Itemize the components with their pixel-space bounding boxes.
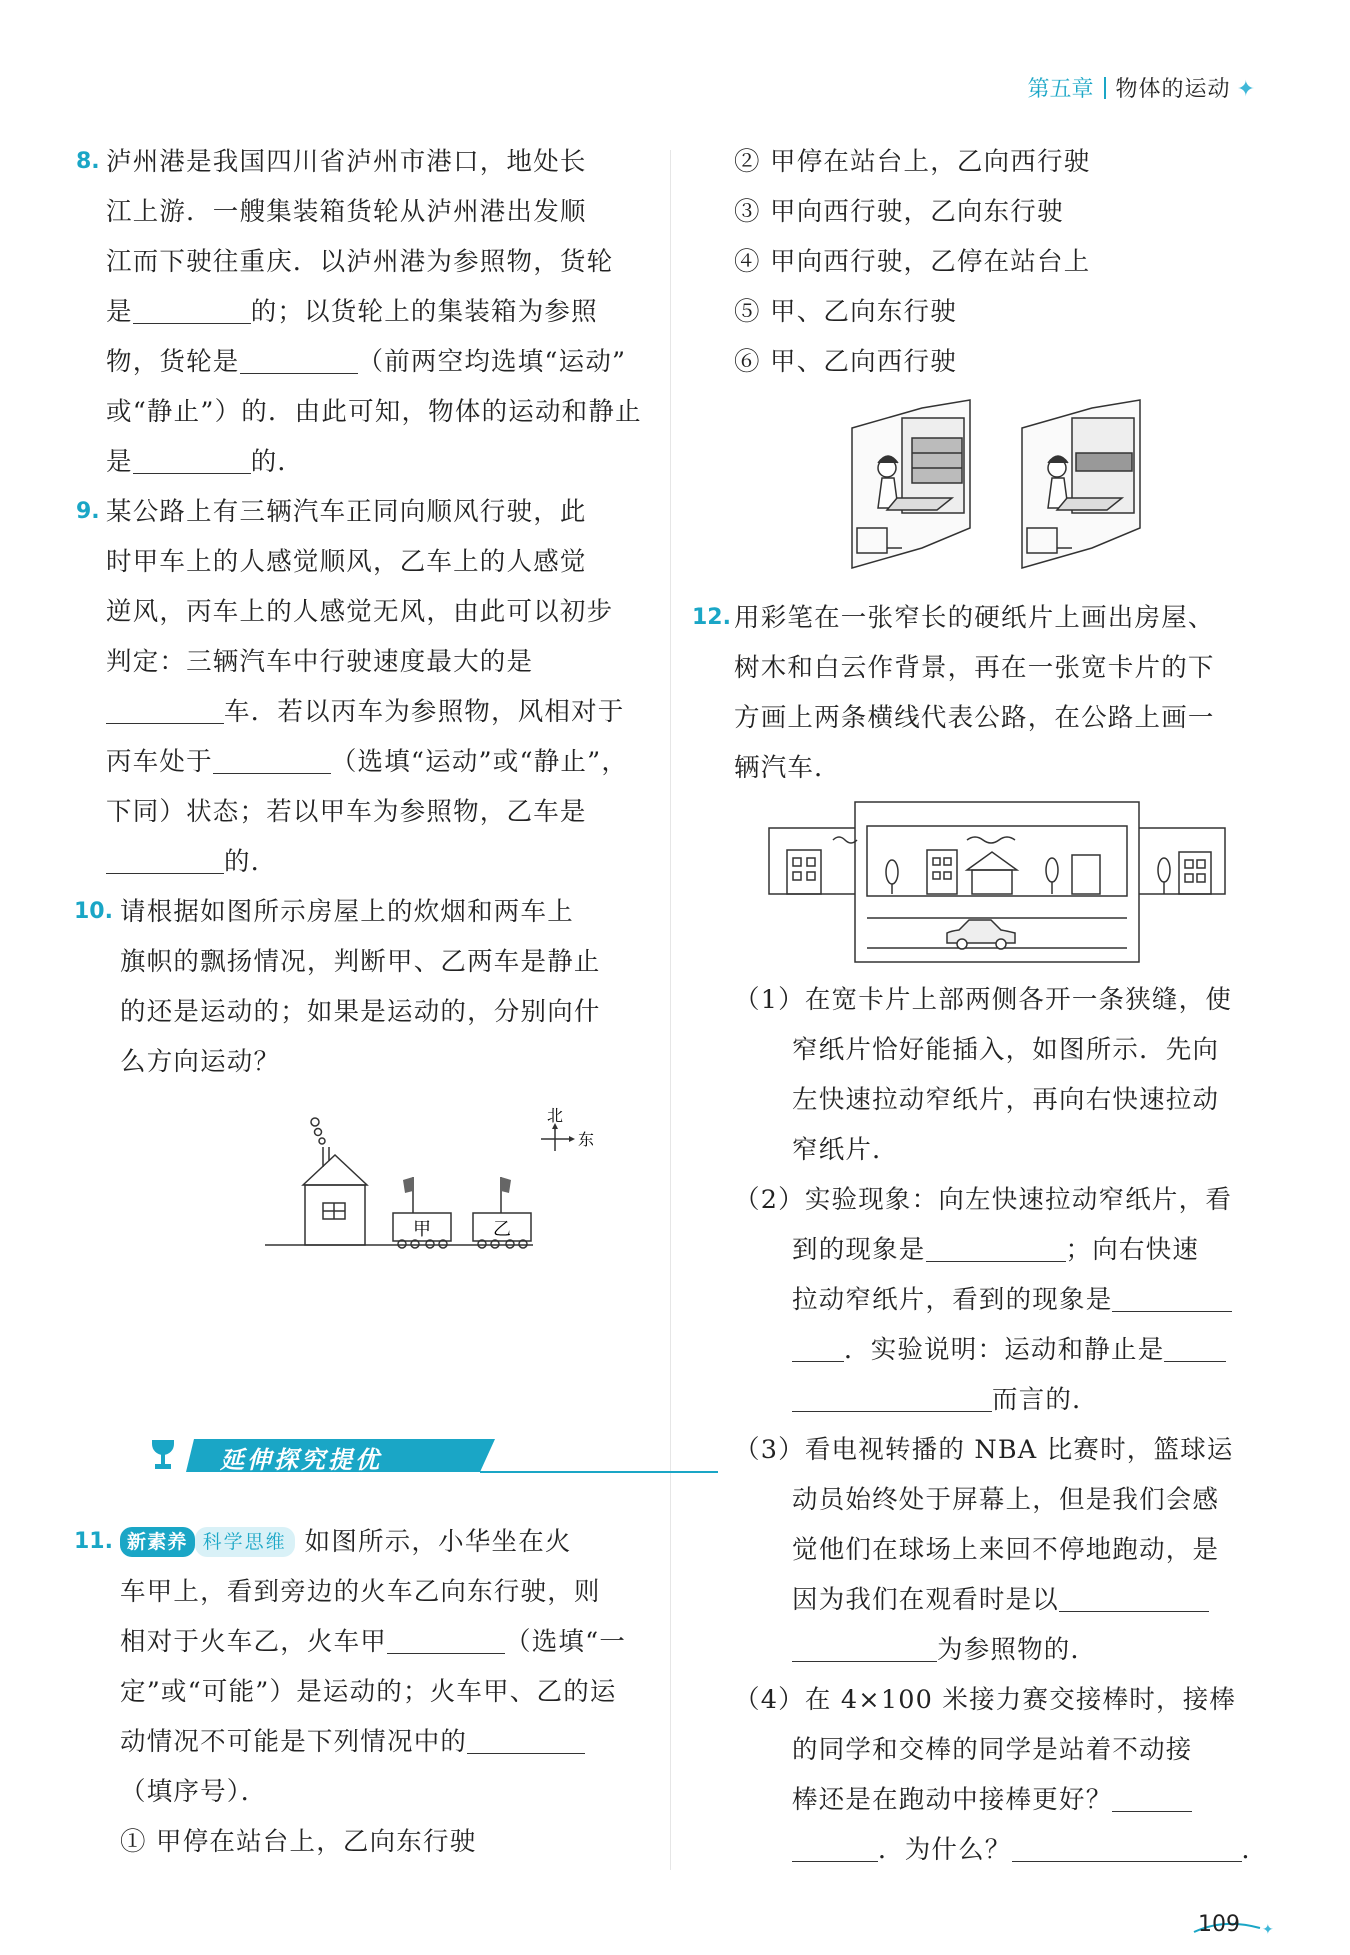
answer-blank[interactable] [1112, 1285, 1232, 1312]
q11-line-3: 相对于火车乙，火车甲 （选填“一 [120, 1627, 627, 1657]
train-window-figure [842, 398, 1152, 583]
house-roof [303, 1155, 367, 1185]
answer-blank[interactable] [792, 1835, 878, 1862]
q8-line-5: 物，货轮是 （前两空均选填“运动” [106, 347, 627, 377]
page-header [1028, 72, 1255, 103]
q12-p2-line: 拉动窄纸片，看到的现象是 [792, 1280, 1232, 1320]
house-and-cars-figure [265, 1105, 595, 1255]
q9-line-3: 逆风，丙车上的人感觉无风，由此可以初步 [106, 597, 614, 627]
chapter-label: 第五章 [1027, 77, 1094, 102]
answer-blank[interactable] [792, 1335, 844, 1362]
section-title: 延伸探究提优 [220, 1446, 382, 1474]
answer-blank[interactable] [106, 847, 224, 874]
q12-p2-line: ．实验说明：运动和静止是 [792, 1330, 1226, 1370]
q11-option: ① 甲停在站台上，乙向东行驶 [120, 1827, 477, 1857]
q9-line-5: 车．若以丙车为参照物，风相对于 [106, 692, 625, 732]
question-number: 9. [76, 499, 100, 524]
q9-line-1: 某公路上有三辆汽车正同向顺风行驶，此 [106, 497, 587, 527]
panel-left [852, 400, 970, 568]
car-label: 甲 [413, 1219, 431, 1240]
q12-line-1: 用彩笔在一张窄长的硬纸片上画出房屋、 [734, 603, 1215, 633]
q11-line-1: 新素养 科学思维 如图所示，小华坐在火 [120, 1522, 572, 1562]
q8-line-4: 是 的；以货轮上的集装箱为参照 [106, 297, 598, 327]
answer-blank[interactable] [467, 1727, 585, 1754]
answer-blank[interactable] [133, 447, 251, 474]
q9-line-6: 丙车处于 （选填“运动”或“静止”， [106, 747, 629, 777]
answer-blank[interactable] [387, 1627, 505, 1654]
q8-line-3: 江而下驶往重庆．以泸州港为参照物，货轮 [106, 247, 614, 277]
q12-p1-line: 窄纸片恰好能插入，如图所示．先向 [792, 1035, 1220, 1065]
answer-blank[interactable] [1164, 1335, 1226, 1362]
q11-line-2: 车甲上，看到旁边的火车乙向东行驶，则 [120, 1577, 601, 1607]
q11-line-5: 动情况不可能是下列情况中的 [120, 1722, 585, 1762]
answer-blank[interactable] [1059, 1585, 1209, 1612]
q11-line-6: （填序号）． [120, 1777, 268, 1807]
new-literacy-badge: 新素养 [120, 1527, 195, 1557]
car-label: 乙 [493, 1219, 511, 1240]
q12-p3-line: 为参照物的． [792, 1630, 1097, 1670]
q12-p4-line: ．为什么？ ． [792, 1830, 1268, 1870]
header-separator [1104, 77, 1106, 99]
answer-blank[interactable] [792, 1385, 992, 1412]
q8-line-7: 是 的． [106, 447, 305, 477]
q12-p3-line: （3）看电视转播的 NBA 比赛时，篮球运 [734, 1435, 1234, 1465]
q10-line-4: 么方向运动？ [120, 1047, 281, 1077]
compass-east: 东 [578, 1130, 595, 1149]
q10-line-2: 旗帜的飘扬情况，判断甲、乙两车是静止 [120, 947, 601, 977]
question-number: 12. [692, 605, 731, 630]
question-number: 10. [74, 899, 113, 924]
sliding-card-figure [767, 800, 1227, 965]
page-number: ✦ 109 [1198, 1912, 1240, 1937]
q9-line-7: 下同）状态；若以甲车为参照物，乙车是 [106, 797, 587, 827]
q12-p1-line: 左快速拉动窄纸片，再向右快速拉动 [792, 1085, 1220, 1115]
panel-right [1022, 400, 1140, 568]
q8-line-6: 或“静止”）的．由此可知，物体的运动和静止 [106, 397, 642, 427]
answer-blank[interactable] [1112, 1785, 1192, 1812]
q10-line-1: 请根据如图所示房屋上的炊烟和两车上 [120, 897, 574, 927]
smoke [319, 1138, 325, 1144]
q12-p2-line: （2）实验现象：向左快速拉动窄纸片，看 [734, 1185, 1233, 1215]
sparkle-icon: ✦ [1236, 77, 1255, 102]
q12-line-2: 树木和白云作背景，再在一张宽卡片的下 [734, 653, 1215, 683]
q12-p2-line: 而言的． [792, 1380, 1099, 1420]
q12-p3-line: 因为我们在观看时是以 [792, 1580, 1209, 1620]
answer-blank[interactable] [792, 1635, 937, 1662]
trophy-icon [152, 1440, 174, 1469]
q11-option: ⑤ 甲、乙向东行驶 [734, 297, 957, 327]
section-banner [150, 1434, 718, 1478]
q12-p3-line: 觉他们在球场上来回不停地跑动，是 [792, 1535, 1220, 1565]
question-number: 11. [74, 1529, 113, 1554]
q12-p4-line: 的同学和交棒的同学是站着不动接 [792, 1735, 1193, 1765]
answer-blank[interactable] [1012, 1835, 1242, 1862]
q11-option: ② 甲停在站台上，乙向西行驶 [734, 147, 1091, 177]
column-divider [670, 150, 671, 1870]
answer-blank[interactable] [926, 1235, 1066, 1262]
answer-blank[interactable] [133, 297, 251, 324]
q12-p3-line: 动员始终处于屏幕上，但是我们会感 [792, 1485, 1220, 1515]
chapter-title: 物体的运动 [1115, 77, 1231, 102]
q9-line-2: 时甲车上的人感觉顺风，乙车上的人感觉 [106, 547, 587, 577]
q12-p2-line: 到的现象是 ；向右快速 [792, 1235, 1200, 1265]
answer-blank[interactable] [106, 697, 224, 724]
q12-p1-line: （1）在宽卡片上部两侧各开一条狭缝，使 [734, 985, 1233, 1015]
q12-line-4: 辆汽车． [734, 753, 841, 783]
q8-line-1: 泸州港是我国四川省泸州市港口，地处长 [106, 147, 587, 177]
q12-p4-line: （4）在 4×100 米接力赛交接棒时，接棒 [734, 1685, 1237, 1715]
q9-line-8: 的． [106, 842, 277, 882]
answer-blank[interactable] [240, 347, 358, 374]
q11-option: ③ 甲向西行驶，乙向东行驶 [734, 197, 1064, 227]
q11-line-4: 定”或“可能”）是运动的；火车甲、乙的运 [120, 1677, 617, 1707]
answer-blank[interactable] [213, 747, 331, 774]
svg-text:✦: ✦ [1262, 1922, 1274, 1938]
q12-line-3: 方画上两条横线代表公路，在公路上画一 [734, 703, 1215, 733]
question-number: 8. [76, 149, 100, 174]
q8-line-2: 江上游．一艘集装箱货轮从泸州港出发顺 [106, 197, 587, 227]
q12-p1-line: 窄纸片． [792, 1135, 899, 1165]
science-thinking-badge: 科学思维 [195, 1527, 295, 1557]
house-body [305, 1185, 365, 1245]
q11-option: ④ 甲向西行驶，乙停在站台上 [734, 247, 1091, 277]
q12-p4-line: 棒还是在跑动中接棒更好？ [792, 1780, 1192, 1820]
compass-north: 北 [546, 1106, 564, 1125]
q11-option: ⑥ 甲、乙向西行驶 [734, 347, 957, 377]
q9-line-4: 判定：三辆汽车中行驶速度最大的是 [106, 647, 534, 677]
q10-line-3: 的还是运动的；如果是运动的，分别向什 [120, 997, 601, 1027]
